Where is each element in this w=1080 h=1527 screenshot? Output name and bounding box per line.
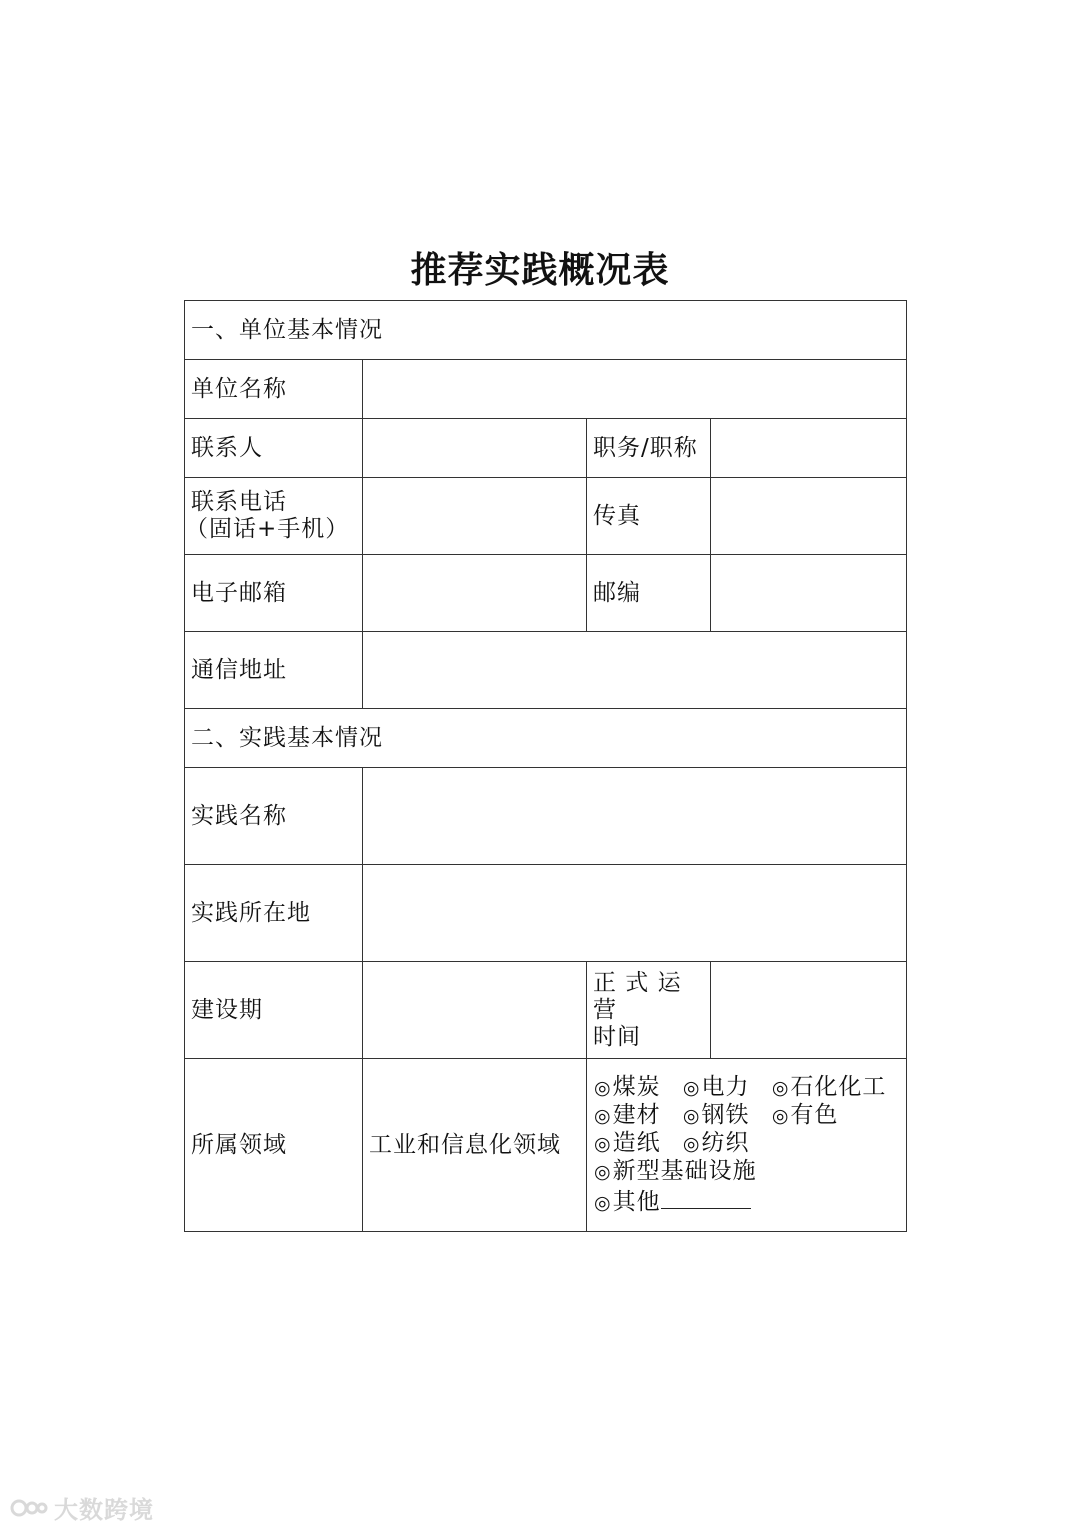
option-new-infrastructure[interactable] — [594, 1158, 757, 1186]
position-field[interactable] — [711, 419, 907, 478]
practice-name-label: 实践名称 — [185, 768, 363, 865]
radio-icon: ◎ — [682, 1076, 701, 1099]
option-label: 其他 — [612, 1188, 661, 1215]
option-label: 钢铁 — [701, 1101, 750, 1128]
phone-label-line2: （固话+手机） — [185, 516, 350, 542]
radio-icon: ◎ — [594, 1076, 612, 1099]
email-field[interactable] — [363, 555, 587, 632]
address-field[interactable] — [363, 632, 907, 709]
option-label: 纺织 — [701, 1129, 750, 1156]
radio-icon: ◎ — [594, 1132, 612, 1155]
options-row-1 — [594, 1074, 900, 1102]
contact-label: 联系人 — [185, 419, 363, 478]
email-label: 电子邮箱 — [185, 555, 363, 632]
postcode-field[interactable] — [711, 555, 907, 632]
phone-label-line1: 联系电话 — [191, 489, 287, 515]
options-row-3 — [594, 1130, 900, 1158]
practice-name-field[interactable] — [363, 768, 907, 865]
field-options — [587, 1059, 907, 1232]
option-label: 电力 — [701, 1073, 750, 1100]
option-textile[interactable] — [683, 1130, 750, 1158]
radio-icon: ◎ — [771, 1076, 790, 1099]
options-row-4 — [594, 1158, 900, 1186]
radio-icon: ◎ — [594, 1191, 612, 1214]
operation-time-label-line1: 正 式 运 营 — [593, 969, 682, 1023]
construction-period-field[interactable] — [363, 962, 587, 1059]
practice-location-field[interactable] — [363, 865, 907, 962]
watermark — [10, 1490, 154, 1525]
unit-name-label: 单位名称 — [185, 360, 363, 419]
option-label: 新型基础设施 — [612, 1157, 757, 1184]
field-value: 工业和信息化领域 — [363, 1059, 587, 1232]
option-building-materials[interactable] — [594, 1102, 661, 1130]
construction-period-label: 建设期 — [185, 962, 363, 1059]
option-label: 煤炭 — [612, 1073, 661, 1100]
unit-name-field[interactable] — [363, 360, 907, 419]
address-label: 通信地址 — [185, 632, 363, 709]
options-row-5 — [594, 1186, 900, 1217]
practice-location-label: 实践所在地 — [185, 865, 363, 962]
option-other[interactable] — [594, 1189, 661, 1217]
phone-label — [185, 478, 363, 555]
option-coal[interactable] — [594, 1074, 661, 1102]
section-practice-heading: 二、实践基本情况 — [185, 709, 907, 768]
operation-time-label-line2: 时间 — [593, 1023, 641, 1050]
watermark-text: 大数跨境 — [54, 1496, 154, 1524]
operation-time-field[interactable] — [711, 962, 907, 1059]
page-title: 推荐实践概况表 — [410, 249, 670, 291]
radio-icon: ◎ — [594, 1104, 612, 1127]
options-row-2 — [594, 1102, 900, 1130]
option-petrochemical[interactable] — [772, 1074, 887, 1102]
option-steel[interactable] — [683, 1102, 750, 1130]
option-label: 建材 — [612, 1101, 661, 1128]
option-nonferrous[interactable] — [772, 1102, 839, 1130]
other-blank-field[interactable] — [661, 1186, 751, 1209]
phone-field[interactable] — [363, 478, 587, 555]
option-label: 造纸 — [612, 1129, 661, 1156]
option-power[interactable] — [683, 1074, 750, 1102]
practice-summary-form — [184, 300, 907, 1232]
section-unit-heading: 一、单位基本情况 — [185, 301, 907, 360]
option-paper[interactable] — [594, 1130, 661, 1158]
radio-icon: ◎ — [682, 1132, 701, 1155]
postcode-label: 邮编 — [587, 555, 711, 632]
operation-time-label — [587, 962, 711, 1059]
radio-icon: ◎ — [594, 1160, 612, 1183]
brand-logo-icon — [10, 1496, 48, 1520]
radio-icon: ◎ — [682, 1104, 701, 1127]
field-label: 所属领域 — [185, 1059, 363, 1232]
radio-icon: ◎ — [771, 1104, 790, 1127]
option-label: 石化化工 — [790, 1073, 887, 1100]
fax-label: 传真 — [587, 478, 711, 555]
option-label: 有色 — [790, 1101, 839, 1128]
fax-field[interactable] — [711, 478, 907, 555]
contact-field[interactable] — [363, 419, 587, 478]
position-label: 职务/职称 — [587, 419, 711, 478]
